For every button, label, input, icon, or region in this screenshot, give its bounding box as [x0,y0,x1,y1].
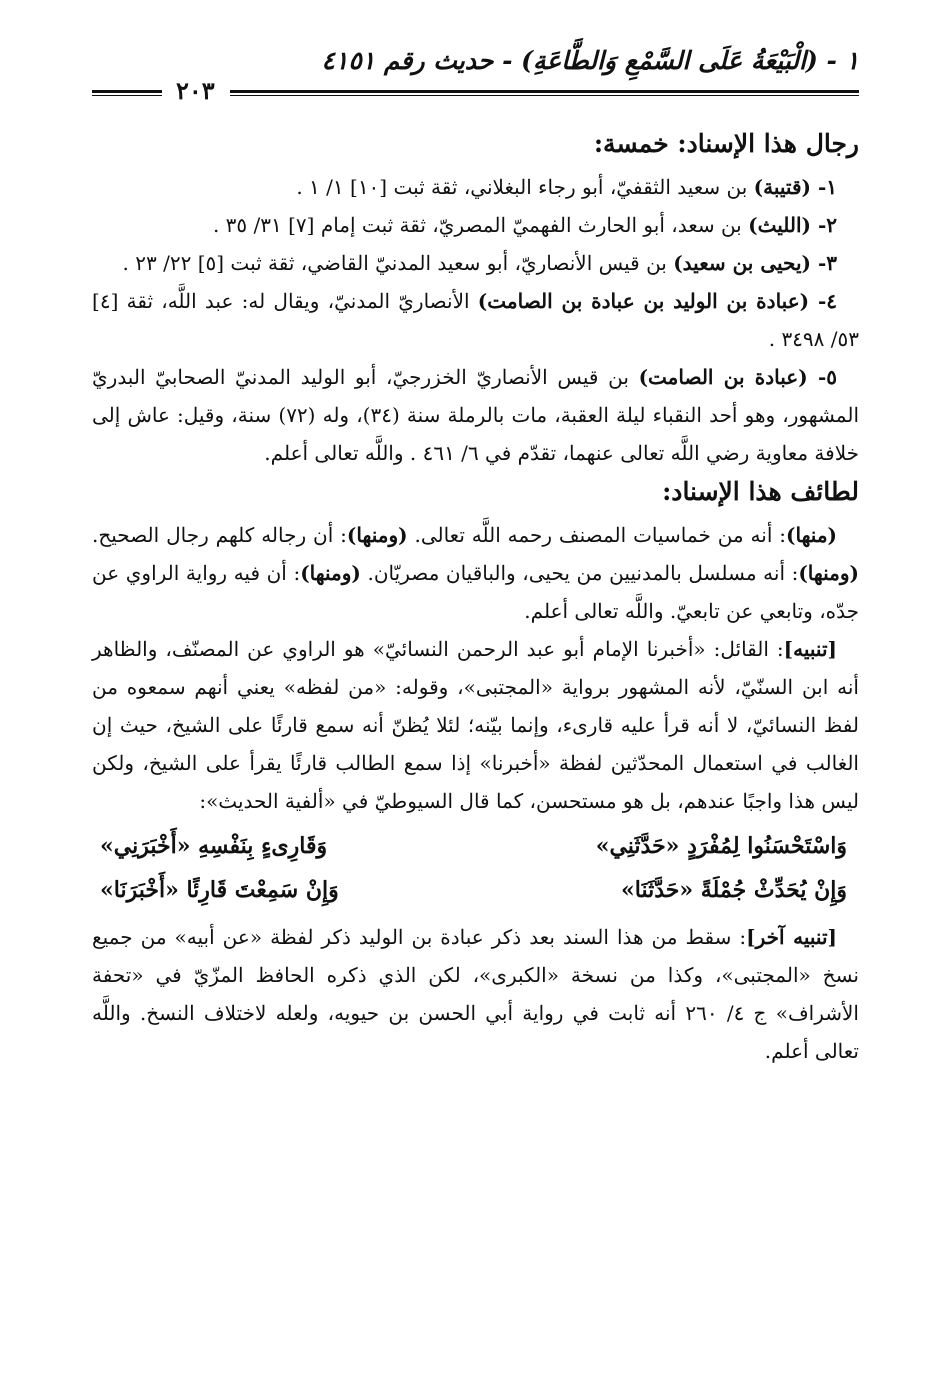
narrator-item [92,168,859,206]
paragraph-text: : سقط من هذا السند بعد ذكر عبادة بن الوليد ذكر لفظة «عن أبيه» من جميع نسخ «المجتبى»، وكذا من نسخة «الكبرى»، لكن الذي ذكره الحافظ المزّيّ في «تحفة الأشراف» ج ٤/ ٢٦٠ أنه ثابت في رواية أبي الحسن بن حيويه، ولعله لاختلاف النسخ. واللَّه تعالى أعلم. [92,925,859,1063]
narrator-text: بن قيس الأنصاريّ الخزرجيّ، أبو الوليد المدنيّ الصحابيّ البدريّ المشهور، وهو أحد النقباء ليلة العقبة، مات بالرملة سنة (٣٤)، وله (٧٢) سنة، وقيل: عاش إلى خلافة معاوية رضي اللَّه تعالى عنهما، تقدّم في ٦/ ٤٦١ . واللَّه تعالى أعلم. [92,365,859,465]
narrator-text: بن قيس الأنصاريّ، أبو سعيد المدنيّ القاضي، ثقة ثبت [٥] ٢٢/ ٢٣ . [122,251,674,275]
paragraph-text: : أنه مسلسل بالمدنيين من يحيى، والباقيان مصريّان. [360,561,799,585]
subtleties-heading: لطائف هذا الإسناد: [662,477,859,506]
narrator-item [92,358,859,472]
paragraph-text: : أن فيه رواية الراوي عن جدّه، وتابعي عن تابعيّ. واللَّه تعالى أعلم. [92,561,859,623]
final-note-paragraph [92,918,859,1070]
note-paragraph [92,630,859,820]
running-header [92,46,859,106]
narrator-item [92,244,859,282]
narrator-text: بن سعيد الثقفيّ، أبو رجاء البغلاني، ثقة ثبت [١٠] ١/ ١ . [296,175,754,199]
page-content [92,124,859,1070]
narrator-item [92,206,859,244]
bold-marker: (ومنها) [346,523,408,547]
poem-hemistich-first: وَاسْتَحْسَنُوا لِمُفْرَدٍ «حَدَّثَنِي» [595,833,847,859]
header-rule [230,90,859,96]
bold-marker: (منها) [786,523,838,547]
narrator-name: ١- (قتيبة) [753,175,837,199]
poem-hemistich-second: وَإِنْ سَمِعْتَ قَارِئًا «أَخْبَرَنَا» [100,877,339,903]
book-page [92,46,859,1070]
poem-hemistich-first: وَإِنْ يُحَدِّثْ جُمْلَةً «حَدَّثَنَا» [621,877,847,903]
narrator-text: الأنصاريّ المدنيّ، ويقال له: عبد اللَّه، ثقة [٤] ٥٣/ ٣٤٩٨ . [92,289,859,351]
narrators-heading: رجال هذا الإسناد: خمسة: [593,129,859,158]
paragraph-text: : أن رجاله كلهم رجال الصحيح. [92,523,347,547]
note-marker: [تنبيه آخر] [746,925,837,949]
narrator-name: ٢- (الليث) [748,213,837,237]
narrator-name: ٤- (عبادة بن الوليد بن عبادة بن الصامت) [477,289,837,313]
bold-marker: (ومنها) [300,561,361,585]
note-marker: [تنبيه] [783,637,837,661]
subtleties-paragraph [92,516,859,630]
bold-marker: (ومنها) [798,561,859,585]
running-title: ١ - (الْبَيْعَةُ عَلَى السَّمْعِ وَالطَّاعَةِ) - حديث رقم ٤١٥١ [321,46,859,75]
narrator-item [92,282,859,358]
poem-hemistich-second: وَقَارِىءٍ بِنَفْسِهِ «أَخْبَرَنِي» [100,833,328,859]
narrator-name: ٣- (يحيى بن سعيد) [673,251,837,275]
narrator-text: بن سعد، أبو الحارث الفهميّ المصريّ، ثقة ثبت إمام [٧] ٣١/ ٣٥ . [212,213,749,237]
narrator-name: ٥- (عبادة بن الصامت) [638,365,837,389]
paragraph-text: : أنه من خماسيات المصنف رحمه اللَّه تعالى. [407,523,787,547]
poem-verse [92,824,859,868]
page-number: ٢٠٣ [176,76,215,105]
paragraph-text: : القائل: «أخبرنا الإمام أبو عبد الرحمن النسائيّ» هو الراوي عن المصنّف، والظاهر أنه ابن السنّيّ، لأنه المشهور برواية «المجتبى»، وقوله: «من لفظه» يعني أنهم سمعوه من لفظ النسائيّ، لا أنه قرأ عليه قارىء، وإنما بيّنه؛ لئلا يُظنّ أنه سمع قارئًا على الشيخ، حيث إن الغالب في استعمال المحدّثين لفظة «أخبرنا» إذا سمع الطالب قارئًا يقرأ على الشيخ، ولكن ليس هذا واجبًا عندهم، بل هو مستحسن، كما قال السيوطيّ في «ألفية الحديث»: [92,637,859,813]
poem-verse [92,868,859,912]
header-rule-short [92,90,162,96]
poem [92,824,859,912]
